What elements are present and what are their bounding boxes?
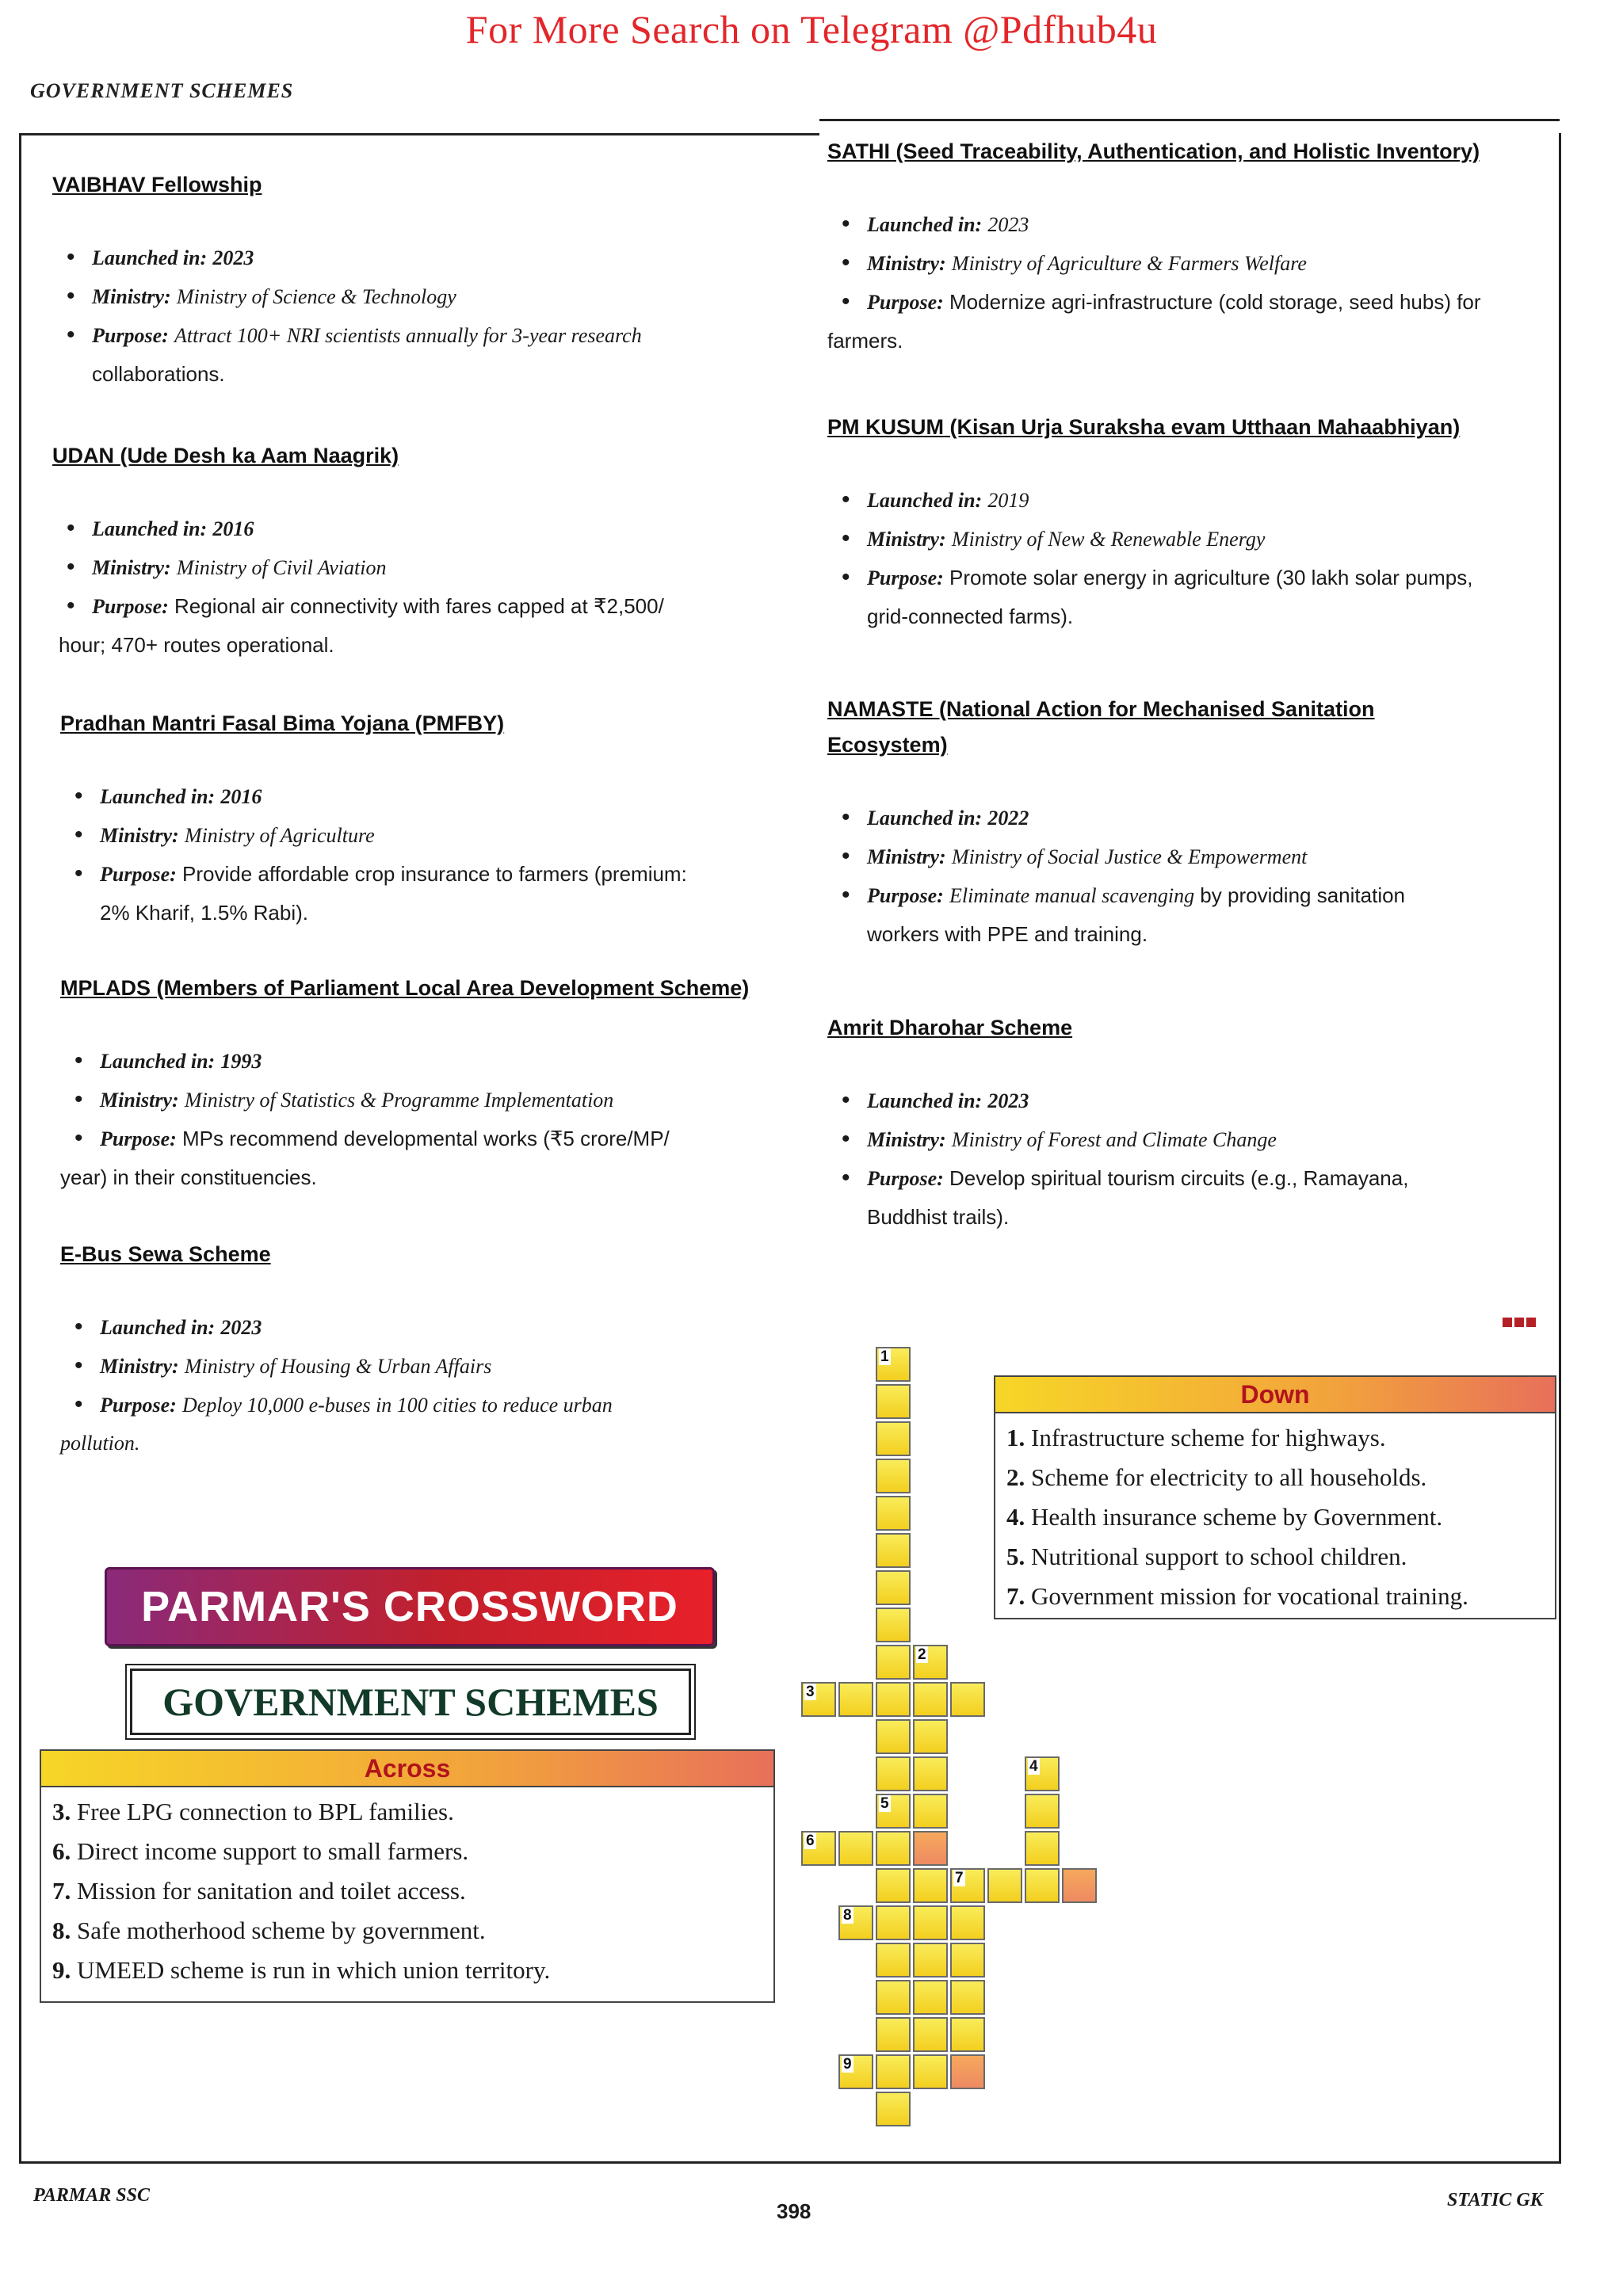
down-list	[995, 1413, 1555, 1621]
down-heading: Down	[995, 1377, 1555, 1413]
ministry-label: Ministry:	[92, 556, 171, 579]
scheme-details	[827, 205, 1541, 322]
telegram-banner: For More Search on Telegram @Pdfhub4u	[465, 7, 1158, 51]
purpose-continued: workers with PPE and training.	[867, 922, 1148, 946]
ministry-value: Ministry of Forest and Climate Change	[951, 1128, 1277, 1151]
clue-item	[52, 1951, 762, 1990]
launched-value: 2016	[212, 517, 254, 540]
purpose-continued: collaborations.	[92, 362, 225, 386]
purpose-value: Provide affordable crop insurance to farmers (premium:	[182, 862, 687, 886]
scheme-details	[827, 799, 1541, 915]
purpose-value: Modernize agri-infrastructure (cold storage, seed hubs) for	[949, 290, 1481, 314]
ministry-row	[827, 520, 1541, 559]
ministry-value: Ministry of Statistics & Programme Implementation	[184, 1089, 614, 1112]
ministry-row	[60, 1081, 789, 1119]
scheme-mplads	[60, 976, 789, 1196]
purpose-continued: hour; 470+ routes operational.	[59, 633, 334, 657]
launched-row	[827, 205, 1541, 244]
ministry-row	[52, 277, 766, 316]
purpose-continued: 2% Kharif, 1.5% Rabi).	[100, 901, 309, 925]
purpose-row	[60, 1119, 789, 1158]
purpose-value: MPs recommend developmental works (₹5 crore/MP/	[182, 1127, 670, 1150]
scheme-details	[52, 238, 766, 355]
scheme-details	[827, 481, 1541, 597]
across-clues	[40, 1749, 775, 2003]
page-number: 398	[777, 2199, 812, 2223]
scheme-details	[60, 1042, 789, 1158]
clue-item	[1006, 1537, 1544, 1577]
ministry-label: Ministry:	[100, 824, 179, 847]
ministry-label: Ministry:	[100, 1355, 179, 1378]
clue-text: Direct income support to small farmers.	[77, 1837, 469, 1865]
scheme-vaibhav	[52, 173, 766, 393]
scheme-title: SATHI (Seed Traceability, Authentication, and Holistic Inventory)	[827, 139, 1480, 163]
ministry-label: Ministry:	[867, 252, 946, 275]
clue-item	[52, 1871, 762, 1911]
purpose-row	[60, 855, 773, 894]
launched-value: 2016	[220, 785, 262, 808]
launched-label: Launched in:	[867, 213, 983, 236]
clue-number-label: 5	[880, 1795, 889, 1812]
clue-number-label: 2	[918, 1646, 926, 1663]
clue-number-label: 9	[843, 2056, 852, 2073]
scheme-details	[60, 1308, 773, 1425]
ministry-value: Ministry of Housing & Urban Affairs	[184, 1355, 492, 1378]
clue-number-label: 7	[955, 1870, 964, 1886]
purpose-continued: year) in their constituencies.	[60, 1165, 317, 1189]
ministry-value: Ministry of Science & Technology	[176, 285, 456, 308]
ministry-label: Ministry:	[867, 528, 946, 551]
clue-number-label: 4	[1029, 1758, 1038, 1775]
launched-row	[827, 799, 1541, 837]
launched-row	[52, 509, 766, 548]
clue-text: Nutritional support to school children.	[1031, 1543, 1407, 1570]
clue-item	[1006, 1577, 1544, 1616]
launched-label: Launched in:	[92, 246, 208, 269]
clue-item	[1006, 1458, 1544, 1497]
ministry-value: Ministry of Social Justice & Empowerment	[951, 845, 1308, 868]
scheme-title: MPLADS (Members of Parliament Local Area Development Scheme)	[60, 976, 750, 1000]
clue-number: 9.	[52, 1956, 71, 1984]
scheme-title: VAIBHAV Fellowship	[52, 173, 262, 196]
scheme-title: UDAN (Ude Desh ka Aam Naagrik)	[52, 444, 399, 467]
launched-value: 2023	[987, 213, 1029, 236]
clue-number: 3.	[52, 1798, 71, 1825]
launched-row	[60, 1308, 773, 1347]
ministry-label: Ministry:	[867, 845, 946, 868]
clue-number: 7.	[52, 1877, 71, 1905]
launched-value: 2023	[212, 246, 254, 269]
ministry-label: Ministry:	[100, 1089, 179, 1112]
purpose-value: by providing sanitation	[1194, 883, 1406, 907]
purpose-continued: Buddhist trails).	[867, 1205, 1010, 1229]
clue-item	[1006, 1418, 1544, 1458]
ministry-value: Ministry of Civil Aviation	[176, 556, 387, 579]
footer-section: STATIC GK	[1447, 2190, 1543, 2210]
clue-number-label: 8	[843, 1907, 852, 1924]
launched-label: Launched in:	[100, 1050, 216, 1073]
ministry-row	[827, 837, 1541, 876]
purpose-continued: pollution.	[60, 1432, 140, 1455]
ministry-row	[827, 1120, 1541, 1159]
clue-number: 5.	[1006, 1543, 1025, 1570]
clue-item	[52, 1832, 762, 1871]
clue-text: Safe motherhood scheme by government.	[77, 1917, 486, 1944]
purpose-emphasis: Eliminate manual scavenging	[949, 884, 1195, 907]
scheme-sathi	[827, 139, 1541, 360]
clue-item	[52, 1911, 762, 1951]
footer-brand: PARMAR SSC	[33, 2185, 150, 2206]
frame-top-right	[819, 119, 1560, 121]
clue-number: 2.	[1006, 1463, 1025, 1491]
ministry-value: Ministry of Agriculture & Farmers Welfare	[951, 252, 1307, 275]
crossword-subtitle: GOVERNMENT SCHEMES	[130, 1669, 691, 1735]
ministry-label: Ministry:	[867, 1128, 946, 1151]
scheme-title: Amrit Dharohar Scheme	[827, 1016, 1073, 1039]
ministry-row	[60, 1347, 773, 1386]
scheme-title: E-Bus Sewa Scheme	[60, 1242, 271, 1266]
launched-row	[827, 481, 1541, 520]
clue-number-label: 1	[880, 1348, 889, 1365]
purpose-value: Regional air connectivity with fares capped at ₹2,500/	[174, 594, 664, 618]
clue-number: 7.	[1006, 1582, 1025, 1610]
launched-label: Launched in:	[867, 1089, 983, 1112]
ministry-row	[827, 244, 1541, 283]
purpose-continued: farmers.	[827, 329, 903, 353]
purpose-label: Purpose:	[867, 566, 944, 589]
purpose-label: Purpose:	[92, 324, 169, 347]
purpose-row	[60, 1386, 773, 1425]
purpose-label: Purpose:	[867, 1167, 944, 1190]
decorative-squares	[1503, 1317, 1538, 1331]
across-heading: Across	[41, 1751, 773, 1787]
launched-row	[52, 238, 766, 277]
clue-text: Free LPG connection to BPL families.	[77, 1798, 454, 1825]
launched-value: 1993	[220, 1050, 262, 1073]
ministry-value: Ministry of Agriculture	[184, 824, 375, 847]
scheme-ebus	[60, 1242, 773, 1463]
clue-item	[1006, 1497, 1544, 1537]
down-clues	[994, 1375, 1556, 1619]
launched-row	[827, 1081, 1541, 1120]
scheme-namaste	[827, 697, 1541, 953]
purpose-row	[52, 587, 766, 626]
across-list	[41, 1787, 773, 1995]
clue-number: 8.	[52, 1917, 71, 1944]
launched-label: Launched in:	[867, 807, 983, 830]
launched-value: 2019	[987, 489, 1029, 512]
clue-number: 1.	[1006, 1424, 1025, 1451]
clue-text: Infrastructure scheme for highways.	[1031, 1424, 1386, 1451]
purpose-label: Purpose:	[100, 1127, 177, 1150]
clue-number-label: 6	[806, 1833, 815, 1849]
ministry-row	[52, 548, 766, 587]
purpose-label: Purpose:	[100, 863, 177, 886]
purpose-row	[52, 316, 766, 355]
crossword-title: PARMAR'S CROSSWORD	[105, 1567, 715, 1646]
scheme-pmfby	[60, 711, 773, 932]
launched-label: Launched in:	[100, 785, 216, 808]
purpose-value: Develop spiritual tourism circuits (e.g., Ramayana,	[949, 1166, 1409, 1190]
ministry-value: Ministry of New & Renewable Energy	[951, 528, 1266, 551]
scheme-title: NAMASTE (National Action for Mechanised Sanitation	[827, 697, 1375, 721]
scheme-details	[827, 1081, 1541, 1198]
scheme-amrit-dharohar	[827, 1016, 1541, 1236]
clue-text: Government mission for vocational training.	[1031, 1582, 1468, 1610]
clue-number: 6.	[52, 1837, 71, 1865]
scheme-details	[52, 509, 766, 626]
purpose-row	[827, 876, 1541, 915]
scheme-details	[60, 777, 773, 894]
launched-label: Launched in:	[100, 1316, 216, 1339]
purpose-row	[827, 283, 1541, 322]
launched-label: Launched in:	[92, 517, 208, 540]
purpose-label: Purpose:	[100, 1394, 177, 1417]
clue-item	[52, 1792, 762, 1832]
clue-number-label: 3	[806, 1684, 815, 1700]
scheme-title: Pradhan Mantri Fasal Bima Yojana (PMFBY)	[60, 711, 505, 735]
launched-row	[60, 777, 773, 816]
purpose-label: Purpose:	[867, 291, 944, 314]
clue-text: Mission for sanitation and toilet access.	[77, 1877, 466, 1905]
purpose-label: Purpose:	[92, 595, 169, 618]
ministry-label: Ministry:	[92, 285, 171, 308]
purpose-label: Purpose:	[867, 884, 944, 907]
launched-value: 2022	[987, 807, 1029, 830]
scheme-title-cont: Ecosystem)	[827, 733, 948, 757]
launched-label: Launched in:	[867, 489, 983, 512]
purpose-row	[827, 1159, 1541, 1198]
clue-text: UMEED scheme is run in which union territory.	[77, 1956, 551, 1984]
scheme-pm-kusum	[827, 415, 1541, 635]
page-header: GOVERNMENT SCHEMES	[30, 79, 294, 102]
launched-value: 2023	[987, 1089, 1029, 1112]
ministry-row	[60, 816, 773, 855]
launched-value: 2023	[220, 1316, 262, 1339]
scheme-title: PM KUSUM (Kisan Urja Suraksha evam Utthaan Mahaabhiyan)	[827, 415, 1461, 439]
purpose-continued: grid-connected farms).	[867, 605, 1074, 628]
purpose-value: Deploy 10,000 e-buses in 100 cities to reduce urban	[182, 1394, 613, 1417]
launched-row	[60, 1042, 789, 1081]
clue-text: Health insurance scheme by Government.	[1031, 1503, 1443, 1531]
purpose-value: Promote solar energy in agriculture (30 lakh solar pumps,	[949, 566, 1473, 589]
purpose-value: Attract 100+ NRI scientists annually for 3-year research	[174, 324, 642, 347]
clue-number: 4.	[1006, 1503, 1025, 1531]
purpose-row	[827, 559, 1541, 597]
scheme-udan	[52, 444, 766, 664]
clue-text: Scheme for electricity to all households.	[1031, 1463, 1427, 1491]
